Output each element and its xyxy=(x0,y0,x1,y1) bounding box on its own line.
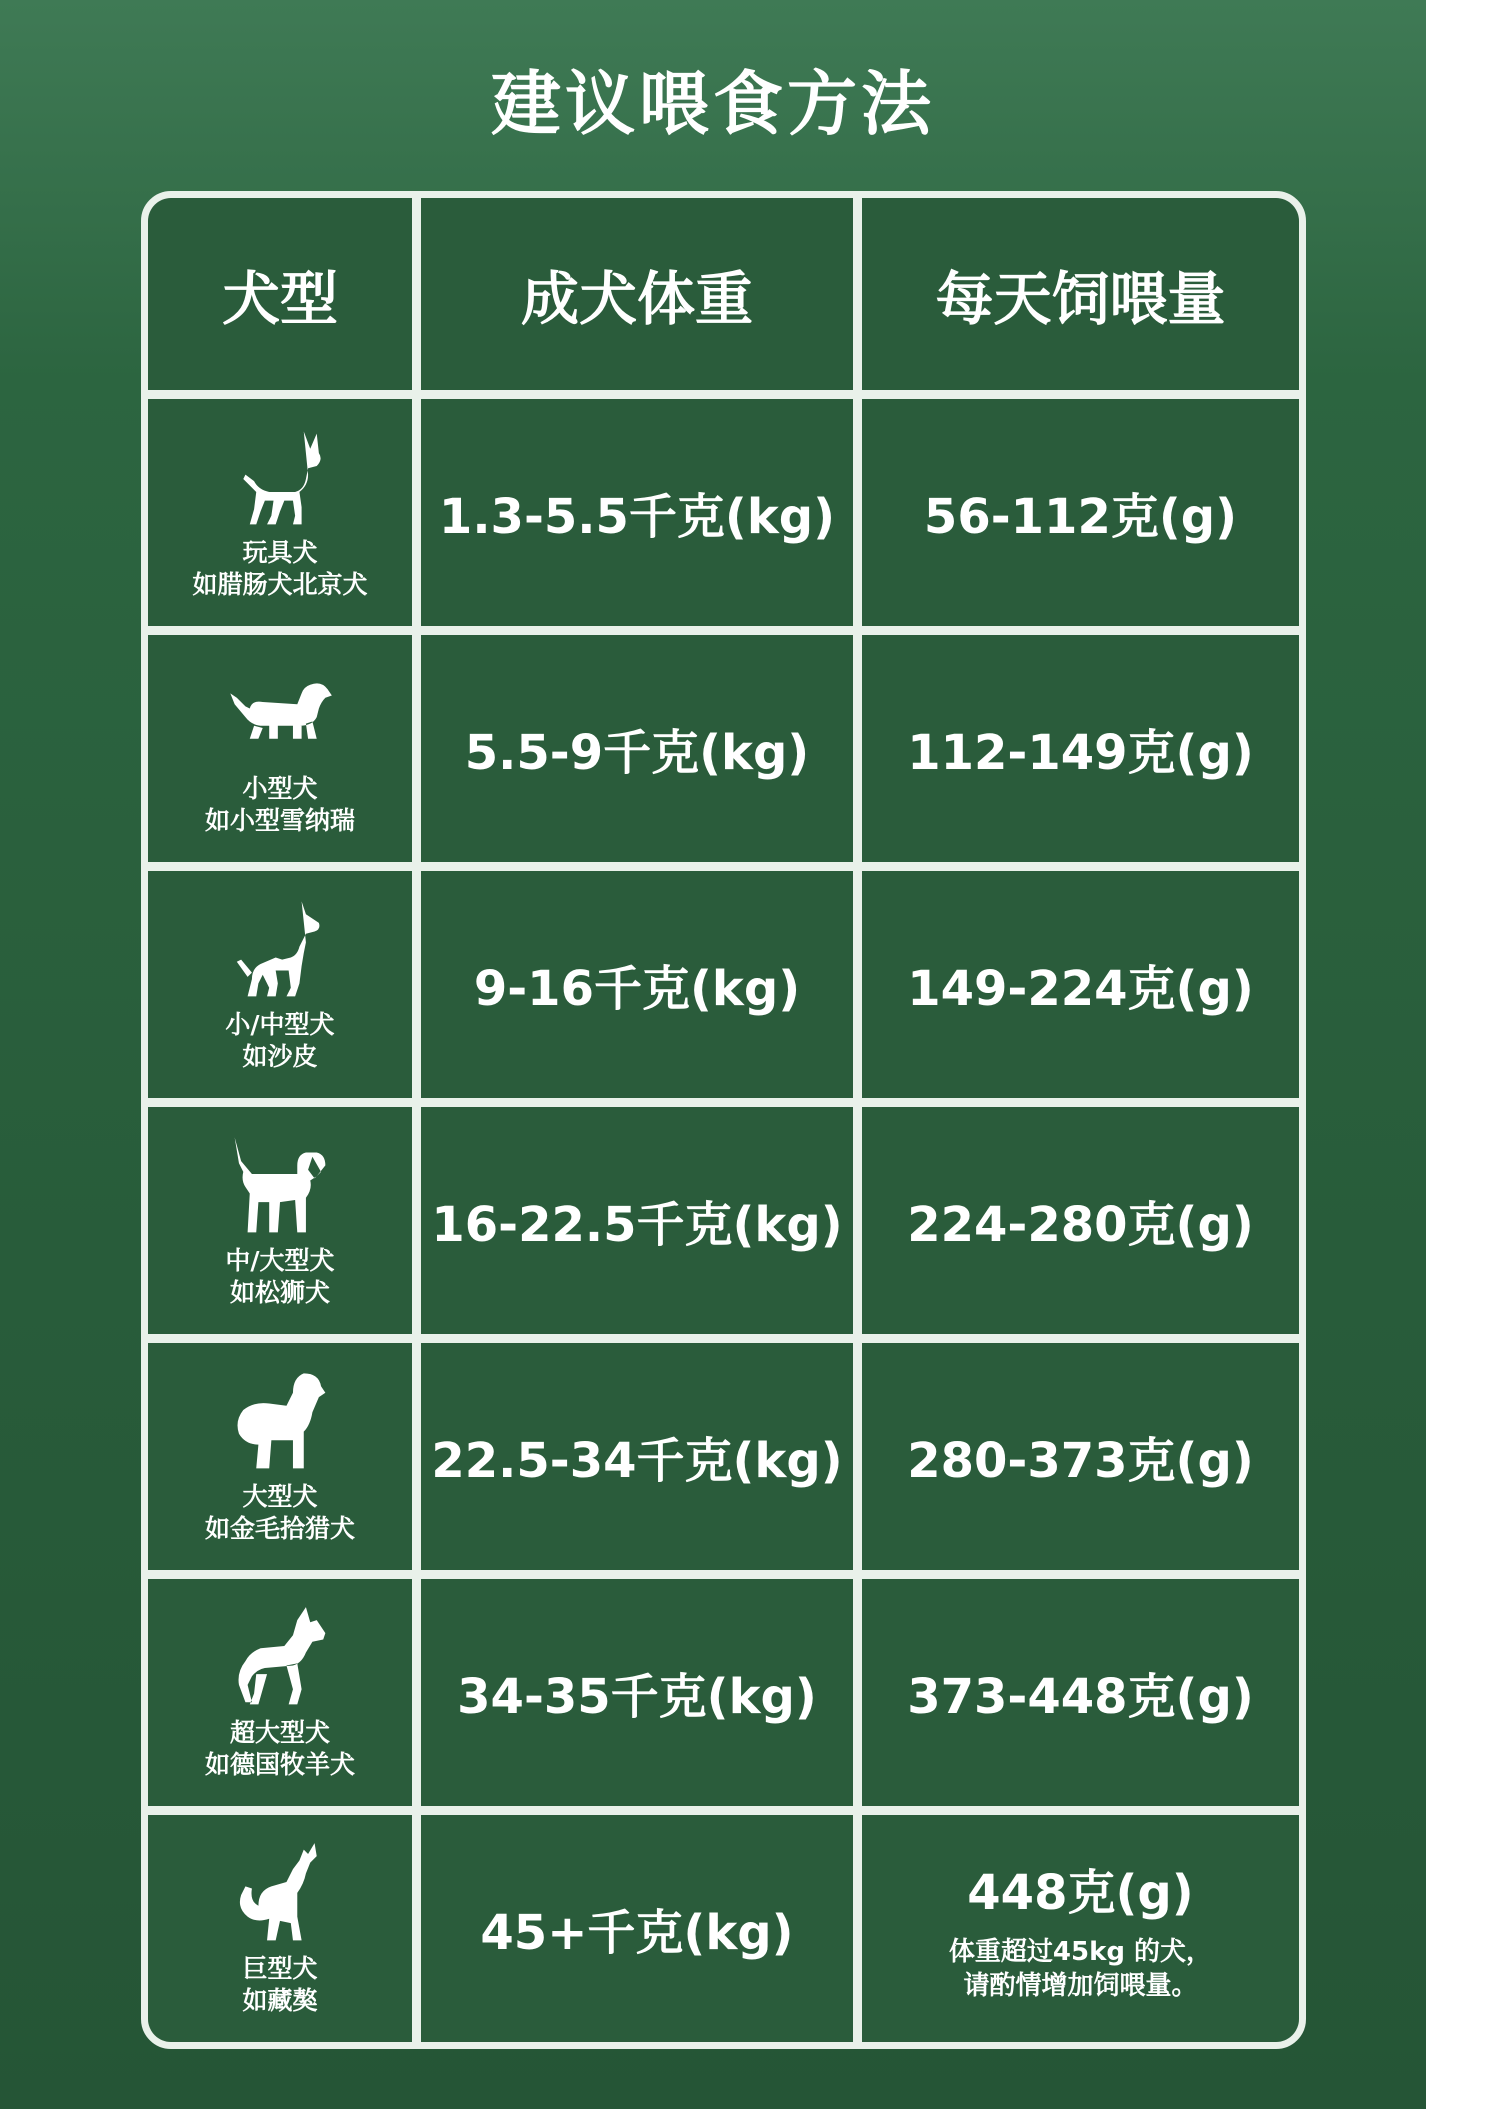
pointer-dog-icon xyxy=(226,897,334,1005)
dog-type-cell xyxy=(148,1815,412,2042)
header-dog-type: 犬型 xyxy=(148,198,412,390)
feeding-table-grid xyxy=(148,198,1299,2042)
daily-amount-cell xyxy=(862,1815,1299,2042)
dog-type-example: 如金毛拾猎犬 xyxy=(204,1513,355,1543)
dog-type-label: 小型犬 xyxy=(242,773,318,803)
daily-amount-cell: 56-112克(g) xyxy=(862,399,1299,626)
beagle-icon xyxy=(226,1133,334,1241)
dog-type-cell xyxy=(148,1343,412,1570)
dog-type-label: 巨型犬 xyxy=(242,1953,318,1983)
shepherd-dog-icon xyxy=(226,1605,334,1713)
adult-weight-cell: 16-22.5千克(kg) xyxy=(421,1107,853,1334)
page-title: 建议喂食方法 xyxy=(491,63,935,145)
adult-weight-cell: 1.3-5.5千克(kg) xyxy=(421,399,853,626)
daily-amount-cell: 373-448克(g) xyxy=(862,1579,1299,1806)
dog-type-example: 如藏獒 xyxy=(242,1985,318,2015)
dachshund-icon xyxy=(226,661,334,769)
dog-type-example: 如小型雪纳瑞 xyxy=(204,805,355,835)
adult-weight-cell: 45+千克(kg) xyxy=(421,1815,853,2042)
daily-amount-cell: 224-280克(g) xyxy=(862,1107,1299,1334)
header-daily-amount: 每天饲喂量 xyxy=(862,198,1299,390)
feeding-note-line2: 请酌情增加饲喂量。 xyxy=(963,1971,1198,2001)
header-adult-weight: 成犬体重 xyxy=(421,198,853,390)
poodle-icon xyxy=(226,1369,334,1477)
dog-type-cell xyxy=(148,1579,412,1806)
dog-type-label: 小/中型犬 xyxy=(225,1009,335,1039)
daily-amount-cell: 112-149克(g) xyxy=(862,635,1299,862)
adult-weight-cell: 22.5-34千克(kg) xyxy=(421,1343,853,1570)
chihuahua-icon xyxy=(226,425,334,533)
dog-type-label: 中/大型犬 xyxy=(225,1245,335,1275)
adult-weight-cell: 5.5-9千克(kg) xyxy=(421,635,853,862)
dog-type-label: 超大型犬 xyxy=(229,1717,330,1747)
dog-type-cell xyxy=(148,635,412,862)
dog-type-example: 如腊肠犬北京犬 xyxy=(192,569,368,599)
dog-type-example: 如德国牧羊犬 xyxy=(204,1749,355,1779)
dog-type-label: 玩具犬 xyxy=(242,537,318,567)
adult-weight-cell: 34-35千克(kg) xyxy=(421,1579,853,1806)
howling-wolf-dog-icon xyxy=(226,1841,334,1949)
adult-weight-cell: 9-16千克(kg) xyxy=(421,871,853,1098)
dog-type-label: 大型犬 xyxy=(242,1481,318,1511)
dog-type-cell xyxy=(148,1107,412,1334)
feeding-note-line1: 体重超过45kg 的犬， xyxy=(948,1937,1213,1967)
daily-amount-cell: 280-373克(g) xyxy=(862,1343,1299,1570)
dog-type-example: 如沙皮 xyxy=(242,1041,318,1071)
dog-type-cell xyxy=(148,399,412,626)
dog-type-example: 如松狮犬 xyxy=(229,1277,330,1307)
daily-amount-cell: 149-224克(g) xyxy=(862,871,1299,1098)
feeding-table xyxy=(141,191,1306,2049)
daily-amount-value: 448克(g) xyxy=(967,1865,1194,1921)
dog-type-cell xyxy=(148,871,412,1098)
